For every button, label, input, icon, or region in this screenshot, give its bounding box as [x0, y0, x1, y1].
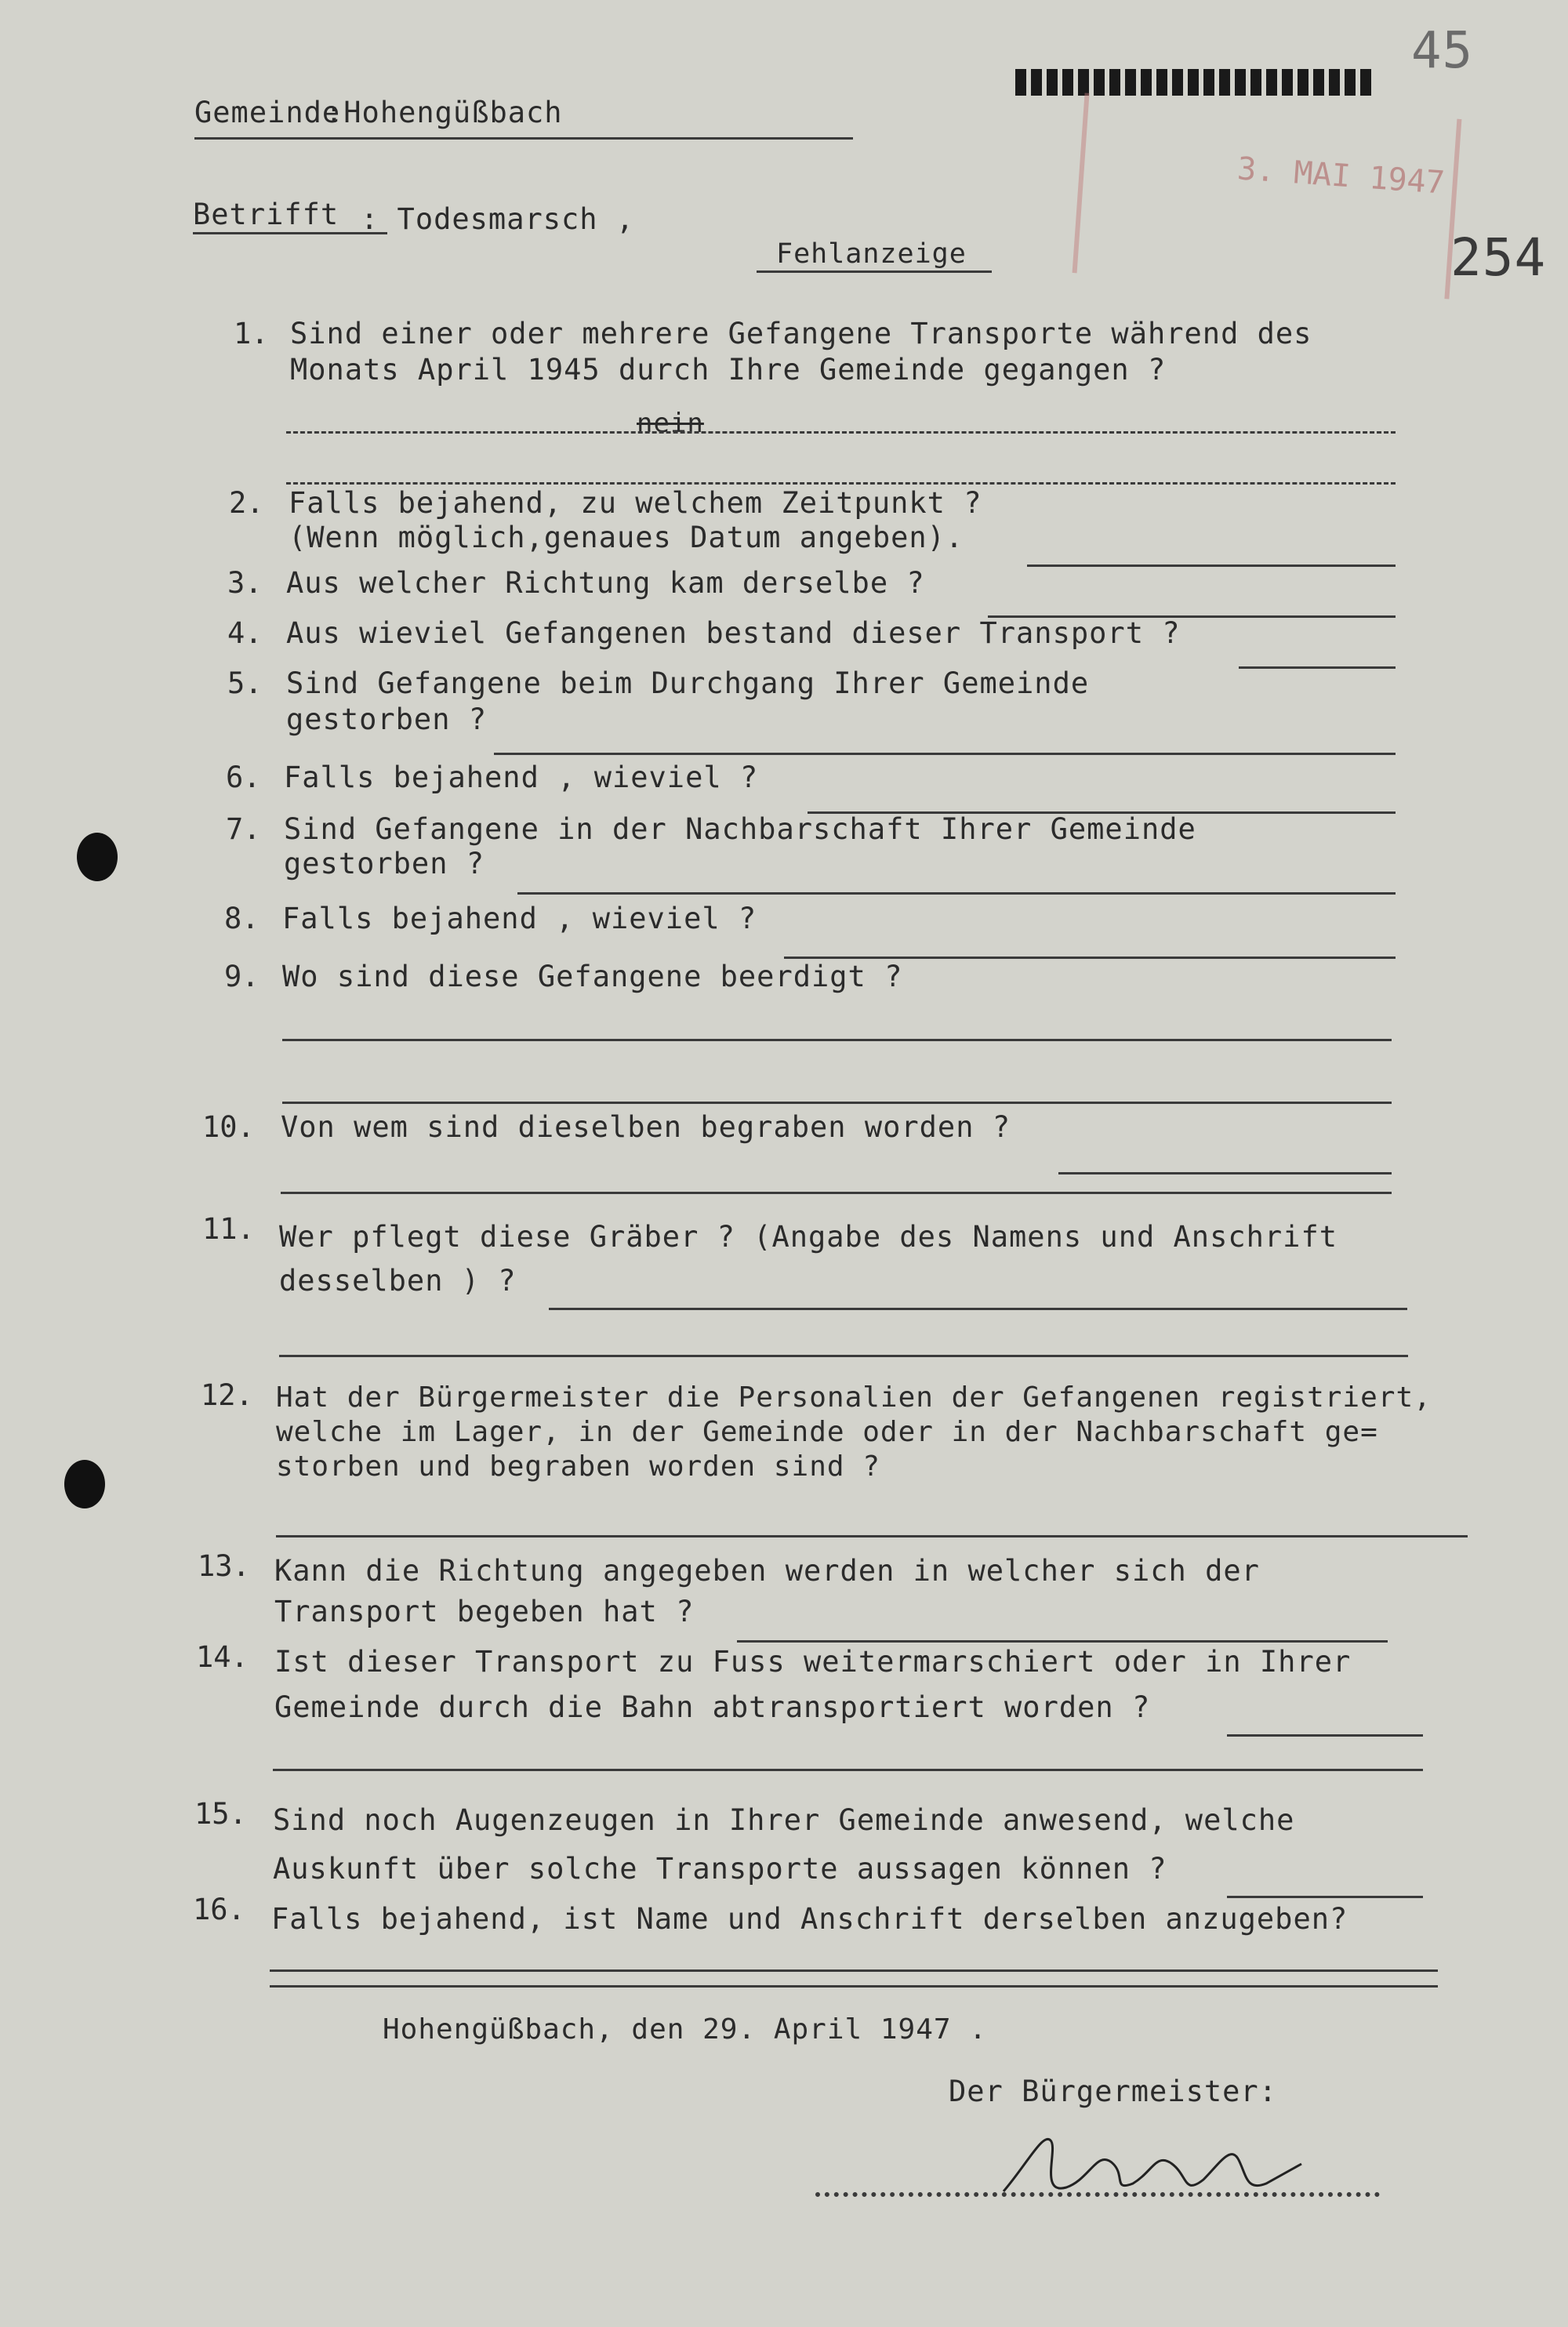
q9-text: Wo sind diese Gefangene beerdigt ? — [282, 960, 903, 993]
q1-answer: nein — [637, 408, 704, 439]
q2-number: 2. — [229, 486, 264, 520]
q6-number: 6. — [226, 761, 261, 794]
q5-answer-line — [494, 753, 1396, 755]
received-stamp: 3. MAI 1947 — [1073, 93, 1462, 299]
q12-answer-line — [276, 1535, 1468, 1537]
gemeinde-value: :Hohengüßbach — [325, 96, 563, 129]
q5-text-line2: gestorben ? — [286, 702, 488, 736]
q11-answer-line-2 — [279, 1355, 1408, 1357]
folio-number-right: 254 — [1450, 227, 1547, 288]
q12-number: 12. — [201, 1378, 253, 1412]
gemeinde-underline — [194, 137, 853, 140]
mayor-signature — [996, 2117, 1309, 2211]
q16-answer-line — [270, 1969, 1438, 1972]
q1-text-line2: Monats April 1945 durch Ihre Gemeinde gegangen ? — [290, 353, 1167, 387]
q12-text-line2: welche im Lager, in der Gemeinde oder in der Nachbarschaft ge= — [276, 1416, 1378, 1448]
q5-text: Sind Gefangene beim Durchgang Ihrer Gemeinde — [286, 666, 1090, 700]
q8-answer-line — [784, 957, 1396, 959]
gemeinde-label: Gemeinde — [194, 96, 341, 129]
q14-answer-line — [1227, 1734, 1423, 1737]
q15-number: 15. — [194, 1797, 247, 1831]
q15-text-line2: Auskunft über solche Transporte aussagen können ? — [273, 1852, 1167, 1886]
q8-text: Falls bejahend , wieviel ? — [282, 902, 757, 935]
q3-text: Aus welcher Richtung kam derselbe ? — [286, 566, 925, 600]
q10-answer-line-2 — [281, 1192, 1392, 1194]
q13-number: 13. — [198, 1549, 250, 1583]
q14-answer-line-2 — [273, 1769, 1423, 1771]
punch-hole-lower — [64, 1460, 105, 1508]
punch-hole-upper — [77, 833, 118, 881]
q16-number: 16. — [193, 1893, 245, 1926]
q7-text: Sind Gefangene in der Nachbarschaft Ihrer Gemeinde — [284, 812, 1196, 846]
q4-number: 4. — [227, 616, 263, 650]
signature-line — [815, 2192, 1380, 2197]
signatory-label: Der Bürgermeister: — [949, 2075, 1277, 2108]
q11-number: 11. — [202, 1212, 255, 1246]
q10-number: 10. — [202, 1110, 255, 1144]
betrifft-label: Betrifft — [193, 198, 339, 231]
q11-text: Wer pflegt diese Gräber ? (Angabe des Namens und Anschrift — [279, 1220, 1338, 1254]
q4-answer-line — [1239, 666, 1396, 669]
q3-number: 3. — [227, 566, 263, 600]
q12-text-line3: storben und begraben worden sind ? — [276, 1450, 880, 1483]
q12-text: Hat der Bürgermeister die Personalien der Gefangenen registriert, — [276, 1381, 1432, 1414]
betrifft-underline — [193, 232, 387, 234]
q1-answer-line — [286, 431, 1396, 434]
q14-text-line2: Gemeinde durch die Bahn abtransportiert worden ? — [274, 1690, 1151, 1724]
q2-text: Falls bejahend, zu welchem Zeitpunkt ? — [289, 486, 982, 520]
q15-answer-line — [1227, 1896, 1423, 1898]
q16-answer-line-2 — [270, 1985, 1438, 1988]
q13-answer-line — [737, 1640, 1388, 1643]
q5-number: 5. — [227, 666, 263, 700]
q13-text-line2: Transport begeben hat ? — [274, 1595, 695, 1628]
fehlanzeige-underline — [757, 270, 992, 273]
q7-text-line2: gestorben ? — [284, 847, 485, 880]
q4-text: Aus wieviel Gefangenen bestand dieser Transport ? — [286, 616, 1181, 650]
q2-answer-line — [1027, 565, 1396, 567]
q11-text-line2: desselben ) ? — [279, 1264, 517, 1298]
q13-text: Kann die Richtung angegeben werden in welcher sich der — [274, 1554, 1260, 1588]
redacted-header-mark — [1015, 69, 1376, 96]
q16-text: Falls bejahend, ist Name und Anschrift derselben anzugeben? — [271, 1902, 1348, 1936]
q10-answer-line — [1058, 1172, 1392, 1174]
folio-number-top: 45 — [1411, 22, 1474, 80]
q1-number: 1. — [234, 317, 269, 350]
q14-number: 14. — [196, 1640, 249, 1674]
q2-text-line2: (Wenn möglich,genaues Datum angeben). — [289, 521, 964, 554]
q14-text: Ist dieser Transport zu Fuss weitermarschiert oder in Ihrer — [274, 1645, 1352, 1679]
q10-text: Von wem sind dieselben begraben worden ? — [281, 1110, 1011, 1144]
place-date: Hohengüßbach, den 29. April 1947 . — [383, 2013, 987, 2046]
q9-number: 9. — [224, 960, 260, 993]
q1-text: Sind einer oder mehrere Gefangene Transporte während des — [290, 317, 1312, 350]
q15-text: Sind noch Augenzeugen in Ihrer Gemeinde anwesend, welche — [273, 1803, 1295, 1837]
q9-answer-line-2 — [282, 1102, 1392, 1104]
betrifft-value: : Todesmarsch , — [361, 202, 635, 236]
q1-answer-line-2 — [286, 482, 1396, 485]
q7-number: 7. — [226, 812, 261, 846]
q11-answer-line — [549, 1308, 1407, 1310]
q7-answer-line — [517, 892, 1396, 895]
q8-number: 8. — [224, 902, 260, 935]
q9-answer-line — [282, 1039, 1392, 1041]
fehlanzeige-note: Fehlanzeige — [776, 238, 967, 270]
q6-text: Falls bejahend , wieviel ? — [284, 761, 759, 794]
